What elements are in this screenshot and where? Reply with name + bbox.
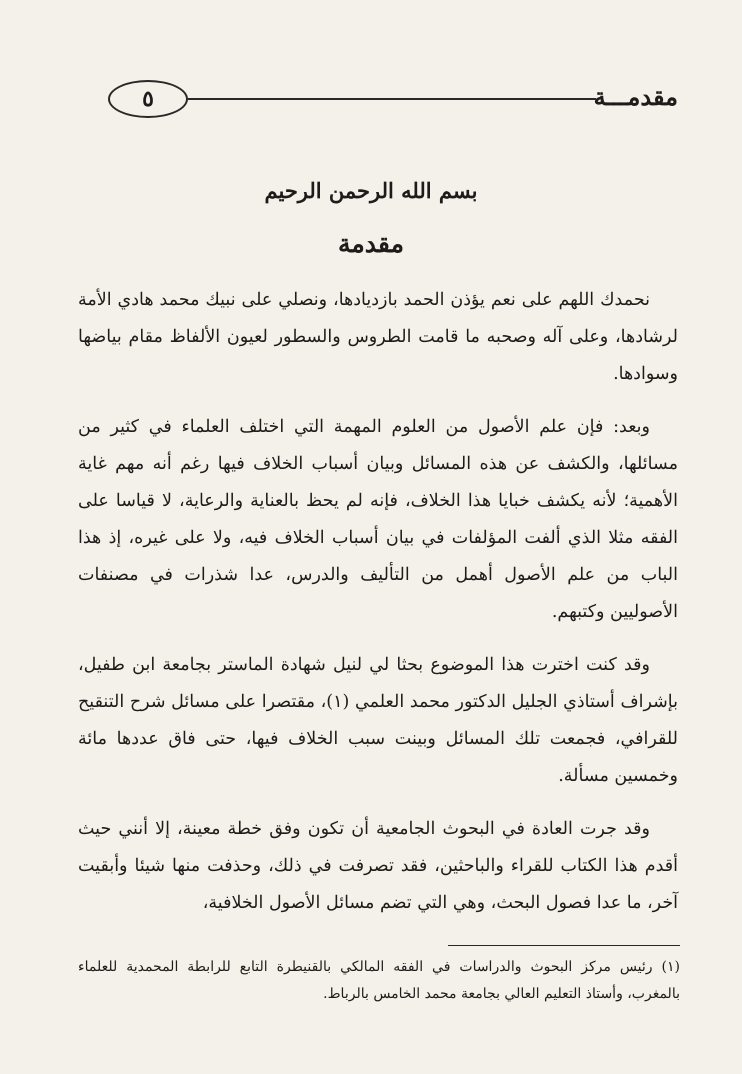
footnote: (١) رئيس مركز البحوث والدراسات في الفقه المالكي بالقنيطرة التابع للرابطة المحمدية للعلماء بالمغرب، وأستاذ التعليم العالي بجامعة محمد الخامس بالرباط. — [78, 959, 680, 1002]
section-title: مقدمة — [338, 229, 404, 258]
footnote-separator — [448, 945, 680, 946]
paragraph: وقد جرت العادة في البحوث الجامعية أن تكون وفق خطة معينة، إلا أنني حيث أقدم هذا الكتاب للقراء والباحثين، فقد تصرفت في ذلك، وحذفت منها شيئا وأبقيت آخر، ما عدا فصول البحث، وهي التي تضم مسائل الأصول الخلافية، — [78, 819, 678, 913]
running-title: مقدمـــة — [593, 82, 678, 111]
paragraph: وبعد: فإن علم الأصول من العلوم المهمة التي اختلف العلماء في كثير من مسائلها، والكشف عن هذه المسائل وبيان أسباب الخلاف فيها رغم أنه مهم غاية الأهمية؛ لأنه يكشف خبايا هذا الخلاف، فإنه لم يحظ بالعناية والرعاية، لا قياسا على الفقه مثلا الذي ألفت المؤلفات في بيان أسباب الخلاف فيه، ولا على غيره، إذ هذا الباب من علم الأصول أهمل من التأليف والدرس، عدا شذرات في مصنفات الأصوليين وكتبهم. — [78, 417, 678, 622]
page-number: ٥ — [108, 80, 188, 118]
paragraph: نحمدك اللهم على نعم يؤذن الحمد بازديادها، ونصلي على نبيك محمد هادي الأمة لرشادها، وعلى آله وصحبه ما قامت الطروس والسطور لعيون الألفاظ مقام بياضها وسوادها. — [78, 290, 678, 384]
page-header — [108, 78, 678, 122]
header-rule — [188, 98, 596, 100]
body-text — [78, 282, 678, 938]
paragraph: وقد كنت اخترت هذا الموضوع بحثا لي لنيل شهادة الماستر بجامعة ابن طفيل، بإشراف أستاذي الجليل الدكتور محمد العلمي (١)، مقتصرا على مسائل شرح التنقيح للقرافي، فجمعت تلك المسائل وبينت سبب الخلاف فيها، حتى فاق عددها مائة وخمسين مسألة. — [78, 655, 679, 786]
basmala: بسم الله الرحمن الرحيم — [264, 178, 478, 203]
